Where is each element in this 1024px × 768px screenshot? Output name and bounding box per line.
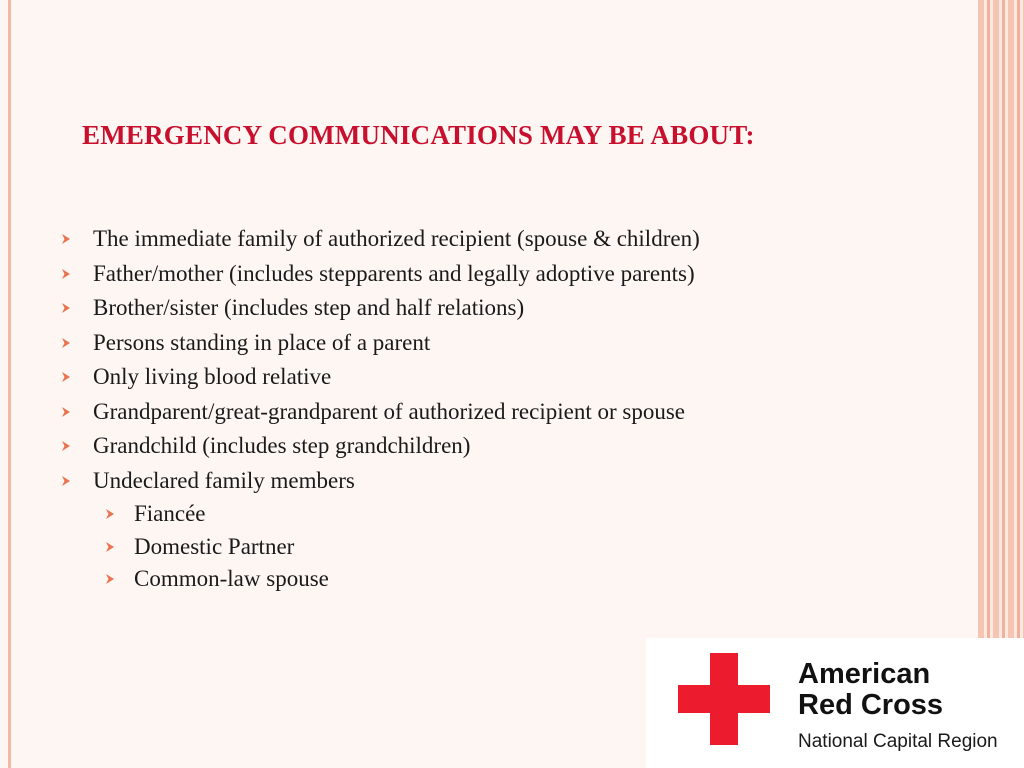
- arrow-bullet-icon: [60, 233, 72, 245]
- sub-bullet-item: [60, 563, 960, 596]
- bullet-text: The immediate family of authorized recipient (spouse & children): [93, 226, 700, 251]
- left-border-rule: [8, 0, 11, 768]
- bullet-item: [60, 326, 960, 361]
- arrow-bullet-icon: [60, 475, 72, 487]
- sub-bullet-text: Domestic Partner: [134, 533, 295, 559]
- arrow-bullet-icon: [104, 508, 116, 520]
- bullet-item: [60, 360, 960, 395]
- sub-bullet-text: Fiancée: [134, 501, 206, 526]
- arrow-bullet-icon: [104, 573, 116, 585]
- logo-line-red-cross: Red Cross: [798, 689, 944, 721]
- bullet-item: [60, 429, 960, 464]
- bullet-text: Father/mother (includes stepparents and legally adoptive parents): [93, 260, 695, 286]
- bullet-item: [60, 395, 960, 430]
- logo-line-region: National Capital Region: [798, 731, 998, 752]
- sub-bullet-item: [60, 498, 960, 531]
- bullet-text: Only living blood relative: [93, 364, 332, 389]
- bullet-item: [60, 291, 960, 326]
- arrow-bullet-icon: [60, 268, 72, 280]
- bullet-text: Brother/sister (includes step and half relations): [93, 295, 525, 320]
- bullet-item: [60, 464, 960, 499]
- bullet-text: Grandparent/great-grandparent of authorized recipient or spouse: [93, 398, 685, 424]
- bullet-text: Grandchild (includes step grandchildren): [93, 433, 471, 458]
- arrow-bullet-icon: [60, 371, 72, 383]
- bullet-item: [60, 222, 960, 257]
- sub-bullet-text: Common-law spouse: [134, 566, 329, 591]
- bullet-text: Undeclared family members: [93, 467, 355, 493]
- bullet-text: Persons standing in place of a parent: [93, 329, 431, 355]
- arrow-bullet-icon: [60, 406, 72, 418]
- arrow-bullet-icon: [60, 302, 72, 314]
- logo-line-american: American: [798, 658, 931, 690]
- red-cross-logo: [646, 638, 1024, 768]
- arrow-bullet-icon: [104, 541, 116, 553]
- bullet-list: [60, 222, 960, 596]
- arrow-bullet-icon: [60, 337, 72, 349]
- arrow-bullet-icon: [60, 440, 72, 452]
- bullet-item: [60, 257, 960, 292]
- sub-bullet-item: [60, 531, 960, 564]
- slide-title: EMERGENCY COMMUNICATIONS MAY BE ABOUT:: [82, 120, 755, 150]
- red-cross-icon: [678, 653, 770, 745]
